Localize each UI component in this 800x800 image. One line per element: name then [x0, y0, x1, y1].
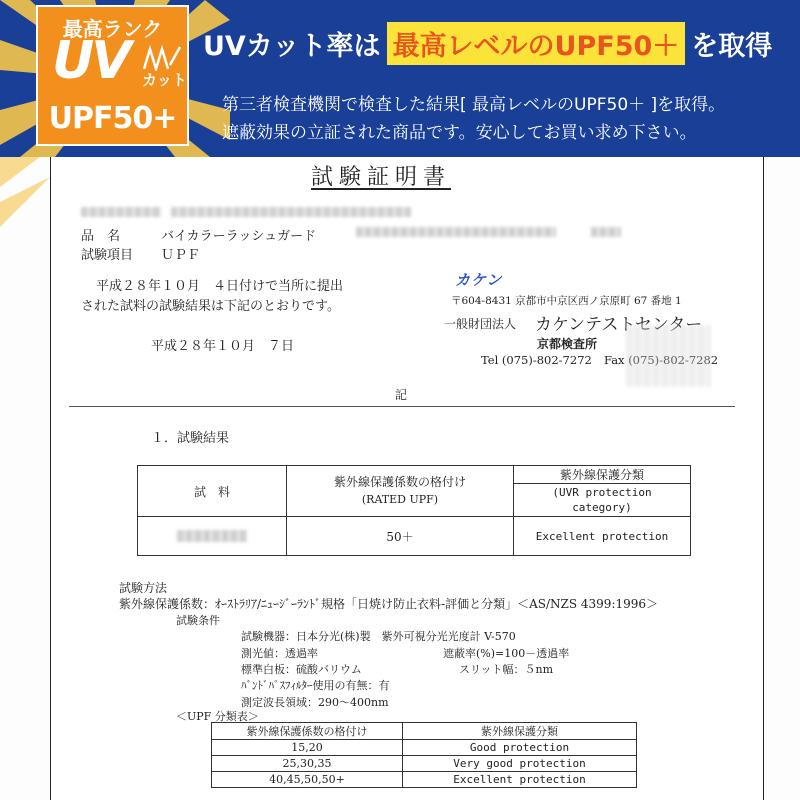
- product-value: バイカラーラッシュガード: [161, 229, 317, 244]
- condition-measured: 測光値：透過率: [241, 647, 318, 660]
- burst-lines-icon: [142, 45, 182, 71]
- condition-instrument: 試験機器：日本分光(株)製 紫外可視分光光度計 V-570: [241, 630, 516, 643]
- issuer-branch: 京都検査所: [537, 337, 598, 351]
- redacted-text: [177, 530, 247, 542]
- divider-line: [69, 406, 735, 407]
- classification-upf-cell: 25,30,35: [212, 756, 403, 772]
- condition-bandpass: ﾊﾞﾝﾄﾞﾊﾟｽﾌｨﾙﾀｰ使用の有無：有: [241, 679, 390, 692]
- classification-upf-cell: 15,20: [212, 740, 403, 756]
- classification-table: [211, 722, 637, 788]
- redacted-text: [356, 227, 556, 237]
- results-sample-cell: [138, 517, 287, 556]
- certificate-paper: [50, 157, 764, 800]
- certificate-area: [0, 157, 800, 800]
- results-header-category-en-line1: (UVR protection: [552, 486, 652, 499]
- condition-shielding: 遮蔽率(%)=100－透過率: [443, 647, 570, 660]
- issuer-address: 〒604-8431 京都市中京区西ノ京原町 67 番地 1: [451, 295, 682, 307]
- issuer-org-type: 一般財団法人: [444, 317, 517, 331]
- method-line-1: 紫外線保護係数：ｵｰｽﾄﾗﾘｱ/ﾆｭｰｼﾞｰﾗﾝﾄﾞ規格「日焼け防止衣料-評価と分類」＜AS/NZS 4399:1996＞: [119, 597, 659, 611]
- redacted-text: [591, 227, 621, 237]
- classification-heading: ＜UPF 分類表＞: [176, 710, 259, 723]
- test-item-label: 試験項目: [81, 248, 134, 263]
- product-label: 品 名: [81, 229, 121, 244]
- kaken-logo: カケン: [455, 271, 503, 289]
- intro-line-2: された試料の試験結果は下記のとおりです。: [81, 299, 340, 314]
- condition-slit: スリット幅：５nm: [459, 663, 554, 676]
- badge-upf-label: UPF50+: [48, 101, 177, 136]
- seal-stamp: [626, 325, 711, 387]
- results-header-upf-line2: (RATED UPF): [361, 493, 439, 506]
- condition-white-board: 標準白板：硫酸バリウム: [241, 663, 362, 676]
- issuer-fax: Fax (075)-802-7282: [604, 353, 719, 367]
- classification-category-cell: Excellent protection: [403, 772, 637, 788]
- classification-upf-cell: 40,45,50,50+: [212, 772, 403, 788]
- classification-header-category: 紫外線保護分類: [403, 723, 637, 740]
- method-heading: 試験方法: [119, 581, 168, 595]
- badge-cut-label: カット: [142, 71, 187, 89]
- classification-header-upf: 紫外線保護係数の格付け: [212, 723, 403, 740]
- redacted-text: [171, 207, 411, 217]
- results-header-category-en-line2: category): [572, 501, 632, 514]
- results-table: [137, 465, 691, 556]
- results-header-sample: 試 料: [138, 466, 287, 517]
- badge-top-label: 最高ランク: [62, 17, 163, 41]
- results-header-upf-line1: 紫外線保護係数の格付け: [333, 475, 466, 489]
- certificate-title: 試験証明書: [311, 165, 452, 190]
- headline-prefix: UVカット率は: [203, 30, 381, 62]
- conditions-heading: 試験条件: [176, 614, 220, 627]
- section-1-heading: １．試験結果: [151, 431, 230, 446]
- test-item-value: ＵＰＦ: [161, 248, 201, 263]
- classification-category-cell: Very good protection: [403, 756, 637, 772]
- redacted-text: [81, 207, 161, 217]
- header-banner: [0, 0, 800, 157]
- issuer-tel: Tel (075)-802-7272: [481, 353, 592, 367]
- issuer-org-name: カケンテストセンター: [535, 315, 703, 335]
- subtext-line-2: 遮蔽効果の立証された商品です。安心してお買い求め下さい。: [222, 123, 697, 143]
- sunburst-decoration-lower: [0, 157, 50, 237]
- classification-category-cell: Good protection: [403, 740, 637, 756]
- ki-mark: 記: [395, 388, 408, 402]
- results-upf-value: 50＋: [287, 517, 514, 556]
- headline: [203, 22, 772, 64]
- badge-uv-label: UV: [52, 31, 129, 91]
- issue-date: 平成２８年１０月 ７日: [151, 339, 295, 354]
- condition-range: 測定波長領域：290～400nm: [241, 696, 389, 709]
- results-header-category: 紫外線保護分類: [514, 466, 691, 484]
- results-category-value: Excellent protection: [514, 517, 691, 556]
- results-header-category-en: [514, 484, 691, 517]
- headline-suffix: を取得: [691, 30, 773, 62]
- headline-highlight: 最高レベルのUPF50＋: [387, 22, 686, 65]
- subtext-line-1: 第三者検査機関で検査した結果[ 最高レベルのUPF50＋ ]を取得。: [222, 95, 726, 115]
- results-header-upf: [287, 466, 514, 517]
- intro-line-1: 平成２８年１０月 ４日付けで当所に提出: [96, 279, 344, 294]
- uv-cut-badge: [36, 5, 189, 146]
